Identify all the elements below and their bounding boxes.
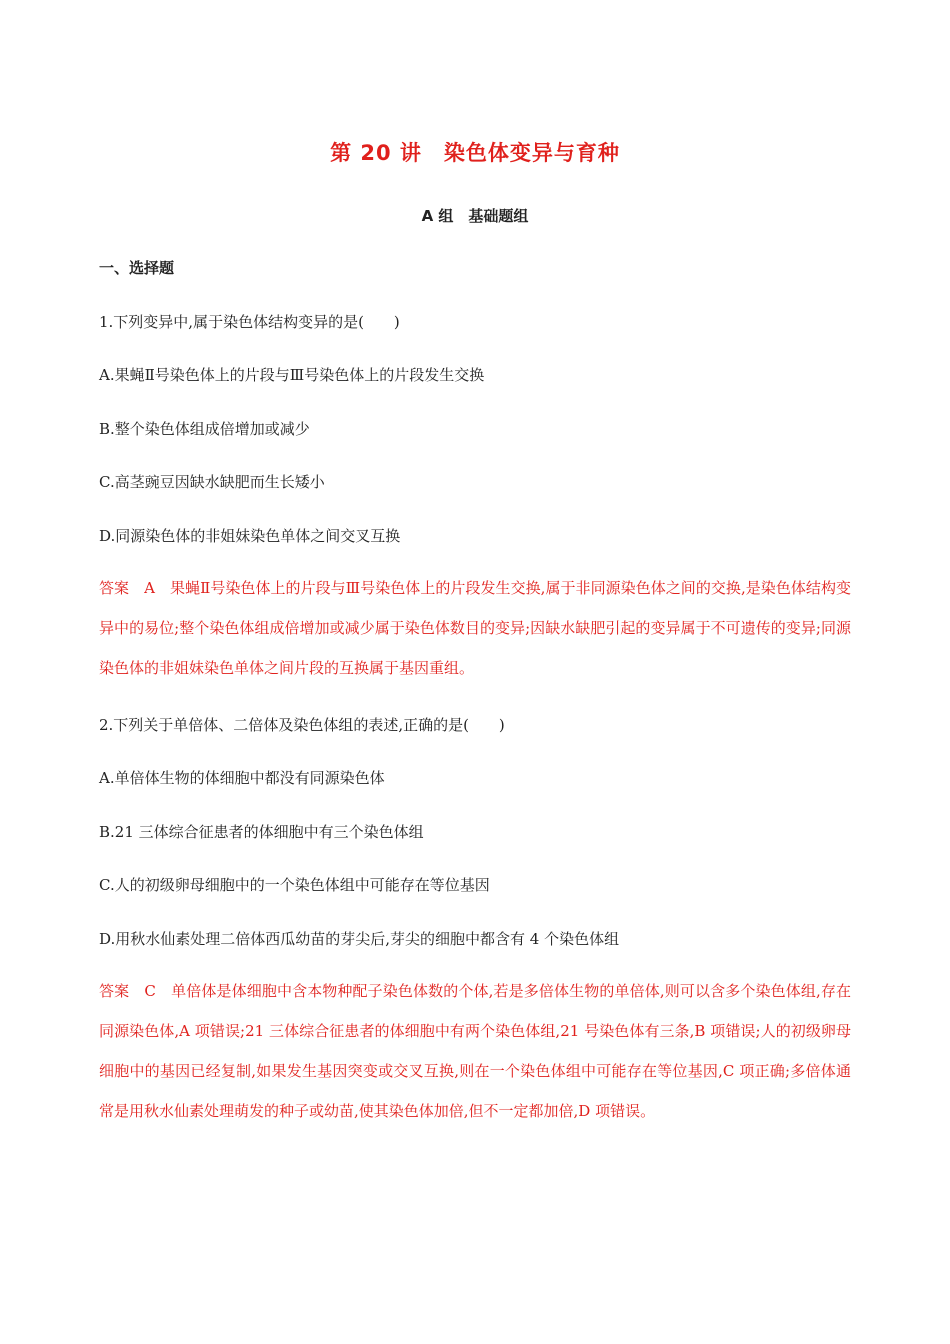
- question-1-answer: [99, 568, 851, 688]
- question-2-option-b: B.21 三体综合征患者的体细胞中有三个染色体组: [99, 823, 424, 841]
- answer-explanation: 果蝇Ⅱ号染色体上的片段与Ⅲ号染色体上的片段发生交换,属于非同源染色体之间的交换,是染色体结构变异中的易位;整个染色体组成倍增加或减少属于染色体数目的变异;因缺水缺肥引起的变异属于不可遗传的变异;同源染色体的非姐妹染色单体之间片段的互换属于基因重组。: [99, 579, 851, 677]
- question-1-option-c: C.高茎豌豆因缺水缺肥而生长矮小: [99, 473, 325, 491]
- group-heading: A 组 基础题组: [421, 207, 529, 225]
- answer-label: 答案 A: [99, 579, 171, 597]
- question-2-stem: 2.下列关于单倍体、二倍体及染色体组的表述,正确的是( ): [99, 716, 505, 734]
- question-1-stem: 1.下列变异中,属于染色体结构变异的是( ): [99, 313, 400, 331]
- question-2-option-c: C.人的初级卵母细胞中的一个染色体组中可能存在等位基因: [99, 876, 490, 894]
- question-1-option-d: D.同源染色体的非姐妹染色单体之间交叉互换: [99, 527, 401, 545]
- question-1-option-a: A.果蝇Ⅱ号染色体上的片段与Ⅲ号染色体上的片段发生交换: [99, 366, 485, 384]
- answer-explanation: 单倍体是体细胞中含本物种配子染色体数的个体,若是多倍体生物的单倍体,则可以含多个染色体组,存在同源染色体,A 项错误;21 三体综合征患者的体细胞中有两个染色体组,21 号染色体有三条,B 项错误;人的初级卵母细胞中的基因已经复制,如果发生基因突变或交叉互换,则在一个染色体组中可能存在等位基因,C 项正确;多倍体通常是用秋水仙素处理萌发的种子或幼苗,使其染色体加倍,但不一定都加倍,D 项错误。: [99, 982, 851, 1120]
- question-2-answer: [99, 971, 851, 1131]
- page-title: 第 20 讲 染色体变异与育种: [330, 141, 620, 165]
- question-1-option-b: B.整个染色体组成倍增加或减少: [99, 420, 310, 438]
- question-2-option-a: A.单倍体生物的体细胞中都没有同源染色体: [99, 769, 385, 787]
- section-heading: 一、选择题: [99, 259, 175, 277]
- answer-label: 答案 C: [99, 982, 172, 1000]
- question-2-option-d: D.用秋水仙素处理二倍体西瓜幼苗的芽尖后,芽尖的细胞中都含有 4 个染色体组: [99, 930, 620, 948]
